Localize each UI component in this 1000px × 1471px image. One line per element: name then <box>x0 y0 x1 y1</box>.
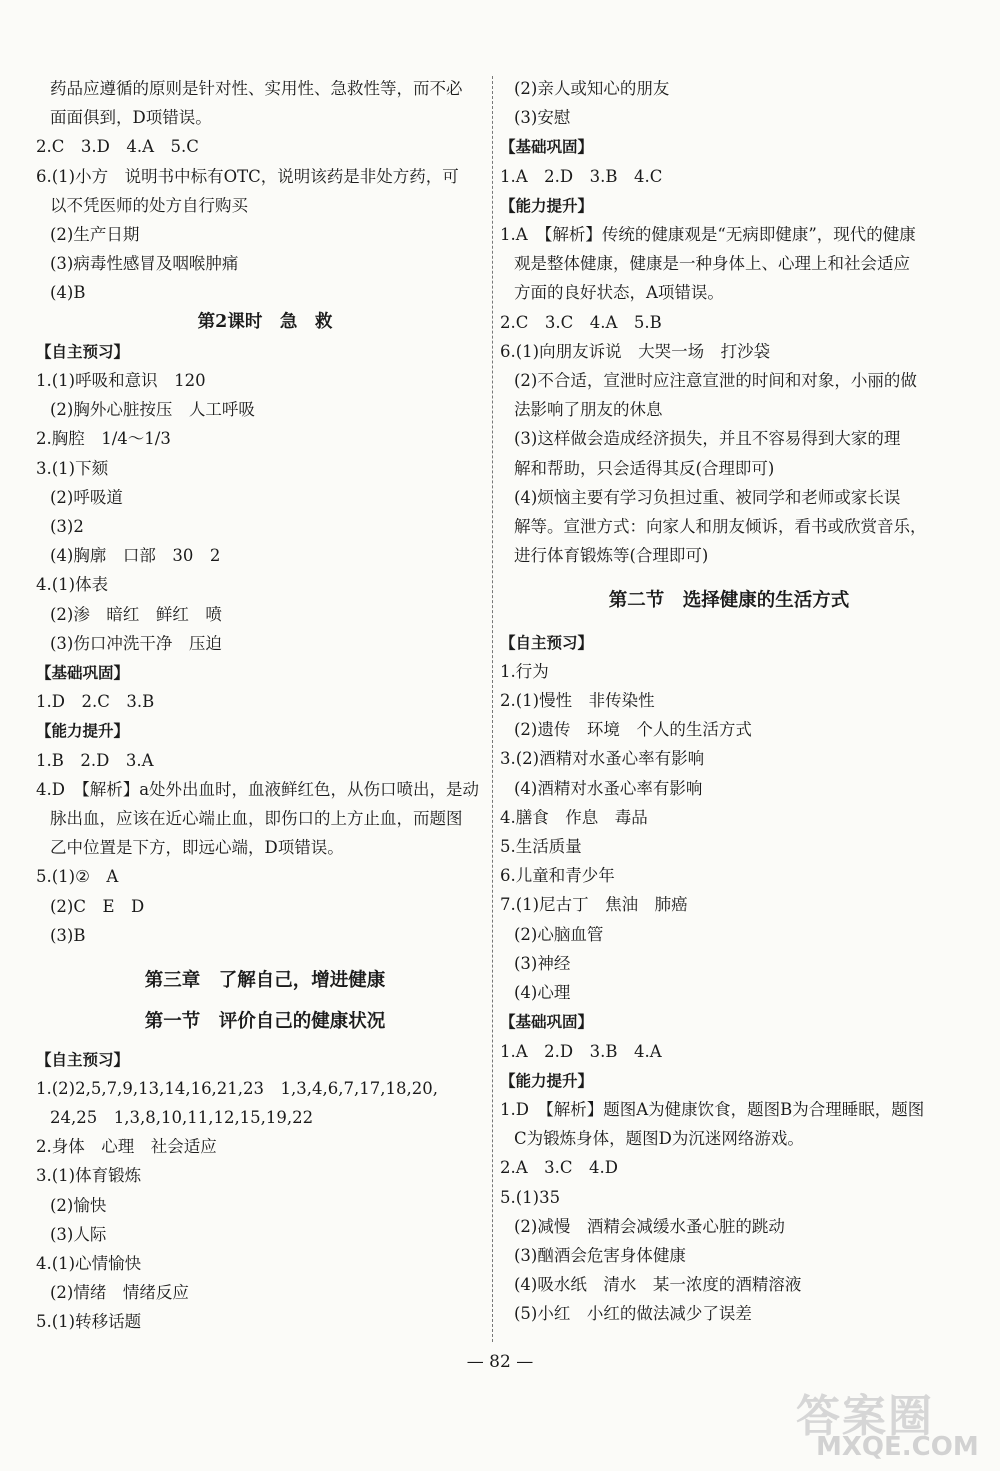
text-line: (4)心理 <box>514 983 571 1003</box>
text-line: 乙中位置是下方，即远心端，D项错误。 <box>50 838 344 858</box>
section-label: 【能力提升】 <box>36 721 130 741</box>
watermark-logo-text: 答案圈 <box>796 1391 934 1442</box>
text-line: (3)神经 <box>514 953 571 973</box>
text-line: (3)B <box>50 925 86 945</box>
answer-line: 4.(1)心情愉快 <box>36 1253 142 1273</box>
text-line: 方面的良好状态，A项错误。 <box>514 283 724 303</box>
text-line: (2)愉快 <box>50 1195 107 1215</box>
answer-line: 4.膳食 作息 毒品 <box>500 807 648 827</box>
answer-line: 2.C 3.C 4.A 5.B <box>500 312 662 332</box>
text-line: 24,25 1,3,8,10,11,12,15,19,22 <box>50 1107 314 1127</box>
text-line: (3)这样做会造成经济损失，并且不容易得到大家的理 <box>514 429 901 449</box>
answer-line: 4.D 【解析】a处外出血时，血液鲜红色，从伤口喷出，是动 <box>36 779 480 799</box>
text-line: 观是整体健康，健康是一种身体上、心理上和社会适应 <box>514 254 910 274</box>
text-line: (3)伤口冲洗干净 压迫 <box>50 633 222 653</box>
answer-line: 3.(1)下颏 <box>36 458 109 478</box>
text-line: (4)烦恼主要有学习负担过重、被同学和老师或家长误 <box>514 487 901 507</box>
text-line: (4)酒精对水蚤心率有影响 <box>514 778 703 798</box>
text-line: (3)人际 <box>50 1224 107 1244</box>
section-label: 【能力提升】 <box>500 195 594 215</box>
text-line: 药品应遵循的原则是针对性、实用性、急救性等，而不必 <box>50 79 463 98</box>
text-line: (2)遗传 环境 个人的生活方式 <box>514 720 752 740</box>
text-line: (4)B <box>50 283 86 303</box>
section-label: 【基础巩固】 <box>500 137 594 157</box>
answer-line: 1.A 2.D 3.B 4.C <box>500 166 663 186</box>
answer-line: 2.(1)慢性 非传染性 <box>500 691 655 711</box>
text-line: 以不凭医师的处方自行购买 <box>50 195 248 215</box>
page-number: — 82 — <box>466 1352 534 1372</box>
answer-line: 4.(1)体表 <box>36 575 109 595</box>
answer-line: 2.A 3.C 4.D <box>500 1158 618 1178</box>
section-heading: 第一节 评价自己的健康状况 <box>144 1011 386 1033</box>
watermark-url: MXQE.COM <box>816 1432 979 1462</box>
text-line: (3)病毒性感冒及咽喉肿痛 <box>50 254 239 274</box>
answer-line: 5.生活质量 <box>500 837 582 857</box>
text-line: (2)生产日期 <box>50 225 140 245</box>
text-line: 进行体育锻炼等(合理即可) <box>514 546 709 566</box>
section-heading: 第二节 选择健康的生活方式 <box>608 590 850 612</box>
text-line: 脉出血，应该在近心端止血，即伤口的上方止血，而题图 <box>50 809 463 829</box>
text-line: 解等。宣泄方式：向家人和朋友倾诉，看书或欣赏音乐， <box>514 517 927 537</box>
text-line: (2)呼吸道 <box>50 487 123 507</box>
lesson-heading: 第2课时 急 救 <box>197 311 333 332</box>
answer-line: 1.D 2.C 3.B <box>36 692 155 712</box>
text-line: (2)C E D <box>50 896 145 916</box>
answer-line: 1.D 【解析】题图A为健康饮食，题图B为合理睡眠，题图 <box>500 1099 925 1119</box>
section-label: 【自主预习】 <box>500 632 594 652</box>
answer-line: 1.(2)2,5,7,9,13,14,16,21,23 1,3,4,6,7,17,18,20, <box>36 1078 438 1098</box>
section-label: 【能力提升】 <box>500 1070 594 1090</box>
answer-line: 1.B 2.D 3.A <box>36 750 154 770</box>
text-line: 面面俱到，D项错误。 <box>50 108 212 128</box>
answer-line: 5.(1)转移话题 <box>36 1312 142 1332</box>
text-line: (2)胸外心脏按压 人工呼吸 <box>50 400 255 420</box>
answer-line: 2.胸腔 1/4～1/3 <box>36 429 171 449</box>
text-line: 解和帮助，只会适得其反(合理即可) <box>514 458 775 478</box>
text-line: (2)渗 暗红 鲜红 喷 <box>50 604 222 624</box>
watermark-logo <box>790 1380 990 1468</box>
answer-line: 6.(1)小方 说明书中标有OTC，说明该药是非处方药，可 <box>36 166 459 186</box>
answer-line: 2.身体 心理 社会适应 <box>36 1137 217 1157</box>
answer-line: 3.(2)酒精对水蚤心率有影响 <box>500 749 705 769</box>
section-label: 【自主预习】 <box>36 341 130 361</box>
section-label: 【基础巩固】 <box>500 1012 594 1032</box>
text-line: (2)情绪 情绪反应 <box>50 1283 189 1303</box>
answer-line: 1.A 【解析】传统的健康观是“无病即健康”，现代的健康 <box>500 225 916 245</box>
text-line: (3)安慰 <box>514 108 571 128</box>
text-line: (2)亲人或知心的朋友 <box>514 79 670 98</box>
answer-line: 3.(1)体育锻炼 <box>36 1166 142 1186</box>
text-line: (2)心脑血管 <box>514 924 604 944</box>
text-line: 法影响了朋友的休息 <box>514 400 663 420</box>
answer-line: 5.(1)② A <box>36 867 119 887</box>
answer-line: 1.(1)呼吸和意识 120 <box>36 371 206 391</box>
chapter-heading: 第三章 了解自己，增进健康 <box>144 970 386 992</box>
section-label: 【基础巩固】 <box>36 663 130 683</box>
text-line: C为锻炼身体，题图D为沉迷网络游戏。 <box>514 1129 804 1149</box>
text-line: (4)吸水纸 清水 某一浓度的酒精溶液 <box>514 1275 802 1295</box>
answer-line: 2.C 3.D 4.A 5.C <box>36 137 199 157</box>
text-line: (4)胸廓 口部 30 2 <box>50 546 221 566</box>
answer-line: 5.(1)35 <box>500 1187 561 1207</box>
left-column <box>36 74 494 1337</box>
answer-line: 6.(1)向朋友诉说 大哭一场 打沙袋 <box>500 341 771 361</box>
text-line: (2)不合适，宣泄时应注意宣泄的时间和对象，小丽的做 <box>514 371 917 391</box>
text-line: (3)2 <box>50 517 84 537</box>
answer-line: 7.(1)尼古丁 焦油 肺癌 <box>500 895 688 915</box>
section-label: 【自主预习】 <box>36 1049 130 1069</box>
text-line: (3)酗酒会危害身体健康 <box>514 1245 686 1265</box>
answer-line: 1.行为 <box>500 661 549 681</box>
answer-line: 1.A 2.D 3.B 4.A <box>500 1041 662 1061</box>
answer-line: 6.儿童和青少年 <box>500 866 615 886</box>
text-line: (5)小红 小红的做法减少了误差 <box>514 1304 752 1324</box>
text-line: (2)减慢 酒精会减缓水蚤心脏的跳动 <box>514 1216 785 1236</box>
right-column <box>500 74 958 1329</box>
